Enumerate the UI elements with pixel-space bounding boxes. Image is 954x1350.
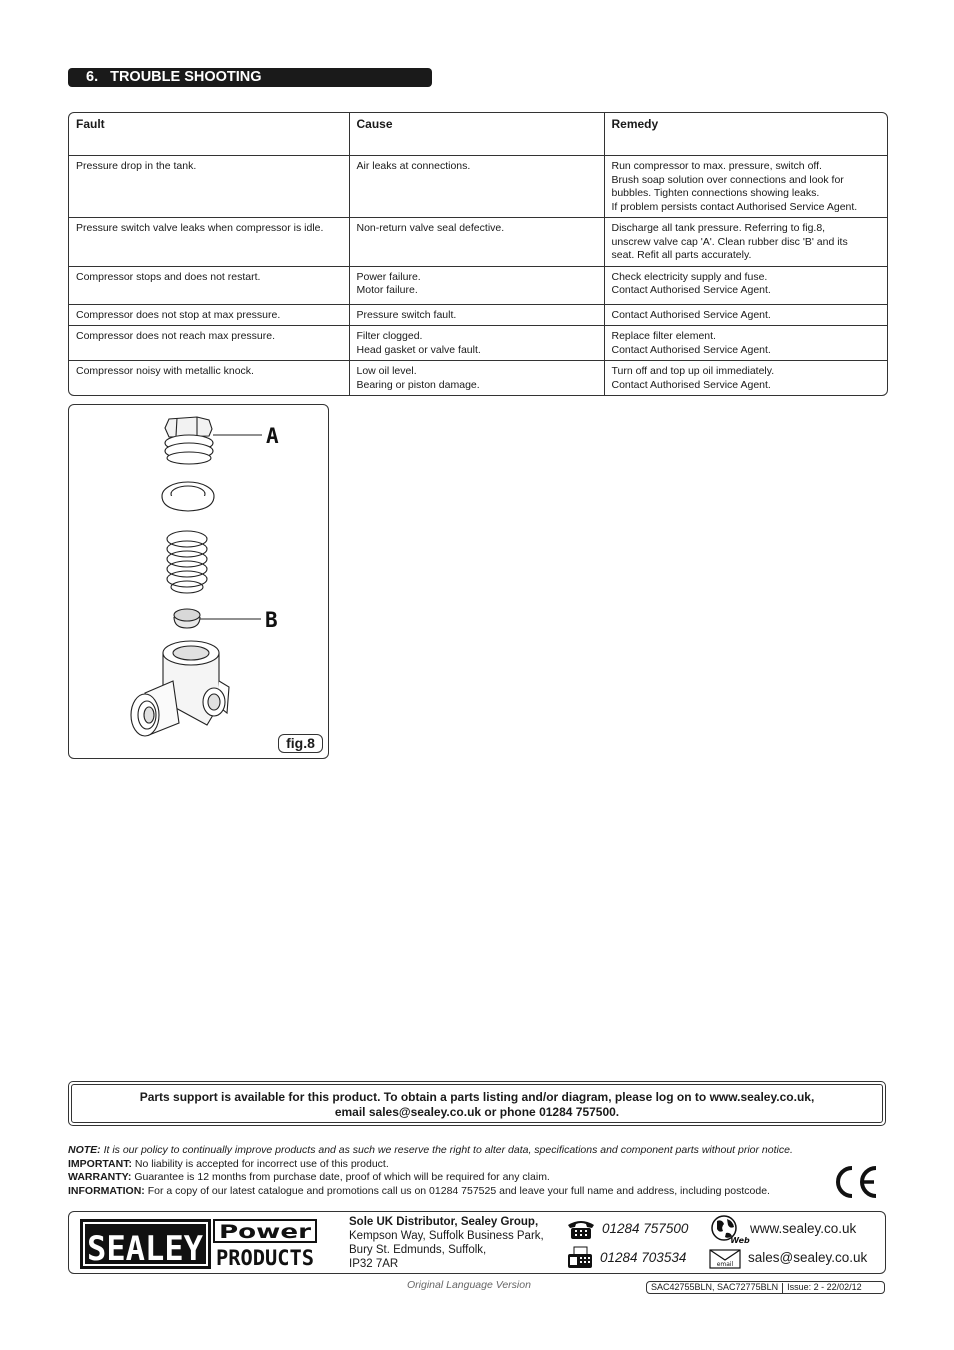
globe-web-icon xyxy=(709,1215,750,1245)
table-row xyxy=(69,266,887,304)
email-icon-label: email xyxy=(716,1261,734,1268)
cell-line: If problem persists contact Authorised Service Agent. xyxy=(611,200,858,213)
issue-info: Issue: 2 - 22/02/12 xyxy=(787,1282,862,1292)
cell-line: Turn off and top up oil immediately. xyxy=(611,365,775,377)
model-numbers: SAC42755BLN, SAC72775BLN xyxy=(651,1282,779,1292)
cell-line: unscrew valve cap 'A'. Clean rubber disc 'B' and its xyxy=(611,235,848,248)
section-title: TROUBLE SHOOTING xyxy=(110,69,262,85)
table-row xyxy=(69,156,887,218)
cell-line: Check electricity supply and fuse. xyxy=(611,270,768,283)
fax-number: 01284 703534 xyxy=(600,1250,687,1265)
web-icon-label: Web xyxy=(730,1236,750,1245)
cell-line: Brush soap solution over connections and look for xyxy=(611,173,844,186)
cell-line: Compressor does not reach max pressure. xyxy=(76,330,276,342)
section-header xyxy=(68,68,432,87)
fault-cell xyxy=(69,266,349,304)
figure-label: fig.8 xyxy=(278,734,323,753)
fault-cell xyxy=(69,361,349,396)
logo-power-text: Power xyxy=(219,1221,312,1243)
distributor-line1: Sole UK Distributor, Sealey Group, xyxy=(349,1216,539,1228)
cell-line: Pressure switch fault. xyxy=(356,308,457,321)
note-key: NOTE: xyxy=(68,1144,101,1156)
table-row xyxy=(69,304,887,326)
remedy-cell xyxy=(604,218,887,267)
cell-line: Filter clogged. xyxy=(356,330,423,342)
remedy-cell xyxy=(604,266,887,304)
sealey-power-products-logo xyxy=(80,1219,316,1269)
cell-line: Contact Authorised Service Agent. xyxy=(611,343,771,356)
cell-line: Compressor does not stop at max pressure. xyxy=(76,308,281,321)
cell-line: Run compressor to max. pressure, switch off. xyxy=(611,160,822,172)
parts-support-line2: email sales@sealey.co.uk or phone 01284 757500. xyxy=(334,1105,620,1119)
cell-line: Discharge all tank pressure. Referring to fig.8, xyxy=(611,222,826,234)
divider xyxy=(782,1283,783,1293)
cell-line: Power failure. xyxy=(356,270,421,283)
distributor-address xyxy=(349,1215,569,1271)
table-row xyxy=(69,326,887,361)
warranty-text: Guarantee is 12 months from purchase date, proof of which will be required for any claim. xyxy=(134,1171,550,1183)
rubber-disc-part xyxy=(174,609,200,628)
cell-line: Contact Authorised Service Agent. xyxy=(611,284,771,296)
troubleshooting-table xyxy=(68,112,888,396)
cell-line: Motor failure. xyxy=(356,284,418,296)
fault-cell xyxy=(69,156,349,218)
remedy-cell xyxy=(604,156,887,218)
parts-support-line1: Parts support is available for this product. To obtain a parts listing and/or diagram, please log on to www.sealey.co.uk, xyxy=(139,1090,815,1104)
header-fault: Fault xyxy=(69,113,349,156)
header-remedy: Remedy xyxy=(604,113,887,156)
note-text: It is our policy to continually improve products and as such we reserve the right to alter data, specifications and component parts without prior notice. xyxy=(103,1144,793,1156)
cell-line: Bearing or piston damage. xyxy=(356,378,480,391)
fault-cell xyxy=(69,326,349,361)
important-text: No liability is accepted for incorrect use of this product. xyxy=(134,1157,389,1170)
parts-support-inner xyxy=(71,1084,883,1123)
important-row xyxy=(68,1158,838,1172)
spring-part xyxy=(167,531,207,593)
cell-line: Low oil level. xyxy=(356,365,417,377)
fax-icon xyxy=(566,1246,594,1270)
remedy-cell xyxy=(604,304,887,326)
cause-cell xyxy=(349,361,604,396)
cause-cell xyxy=(349,218,604,267)
cell-line: Air leaks at connections. xyxy=(356,160,471,172)
cell-line: Contact Authorised Service Agent. xyxy=(611,308,771,321)
information-text: For a copy of our latest catalogue and promotions call us on 01284 757525 and leave your full name and address, including postcode. xyxy=(147,1184,770,1197)
cell-line: Compressor noisy with metallic knock. xyxy=(76,365,254,377)
remedy-cell xyxy=(604,361,887,396)
cause-cell xyxy=(349,326,604,361)
valve-cap-part xyxy=(165,417,213,464)
cause-cell xyxy=(349,266,604,304)
seal-ring-part xyxy=(162,482,214,511)
section-number: 6. xyxy=(86,69,99,85)
distributor-line2: Kempson Way, Suffolk Business Park, xyxy=(349,1230,544,1242)
phone-number: 01284 757500 xyxy=(602,1221,689,1236)
footer-box xyxy=(68,1211,886,1274)
information-row xyxy=(68,1185,838,1199)
cell-line: Non-return valve seal defective. xyxy=(356,222,505,234)
header-cause: Cause xyxy=(349,113,604,156)
cell-line: Pressure switch valve leaks when compressor is idle. xyxy=(76,222,324,234)
note-row xyxy=(68,1144,838,1158)
warranty-row xyxy=(68,1171,838,1185)
document-reference xyxy=(646,1281,885,1294)
callout-label-b: B xyxy=(265,608,278,632)
callout-label-a: A xyxy=(266,424,279,448)
web-address[interactable]: www.sealey.co.uk xyxy=(750,1221,857,1236)
table-row xyxy=(69,218,887,267)
cell-line: Replace filter element. xyxy=(611,330,716,342)
fault-cell xyxy=(69,218,349,267)
valve-body-part xyxy=(131,641,229,736)
cell-line: Contact Authorised Service Agent. xyxy=(611,378,771,391)
warranty-key: WARRANTY: xyxy=(68,1171,132,1183)
cell-line: bubbles. Tighten connections showing leaks. xyxy=(611,187,820,199)
information-key: INFORMATION: xyxy=(68,1184,145,1197)
legal-notes xyxy=(68,1144,838,1198)
logo-products-text: PRODUCTS xyxy=(216,1246,314,1270)
cause-cell xyxy=(349,156,604,218)
distributor-line4: IP32 7AR xyxy=(349,1258,399,1270)
envelope-email-icon xyxy=(709,1249,741,1269)
telephone-icon xyxy=(566,1218,596,1240)
table-row xyxy=(69,361,887,396)
cell-line: Pressure drop in the tank. xyxy=(76,160,197,172)
ce-mark-icon xyxy=(832,1162,880,1202)
cell-line: Head gasket or valve fault. xyxy=(356,343,481,356)
language-version: Original Language Version xyxy=(407,1279,531,1291)
remedy-cell xyxy=(604,326,887,361)
cause-cell xyxy=(349,304,604,326)
distributor-line3: Bury St. Edmunds, Suffolk, xyxy=(349,1244,487,1256)
important-key: IMPORTANT: xyxy=(68,1157,132,1170)
email-address[interactable]: sales@sealey.co.uk xyxy=(748,1250,868,1265)
valve-exploded-diagram xyxy=(69,405,330,760)
cell-line: seat. Refit all parts accurately. xyxy=(611,249,752,261)
figure-8-box xyxy=(68,404,329,759)
logo-brand-text: SEALEY xyxy=(87,1229,204,1269)
parts-support-box xyxy=(68,1081,886,1126)
fault-cell xyxy=(69,304,349,326)
cell-line: Compressor stops and does not restart. xyxy=(76,270,261,283)
